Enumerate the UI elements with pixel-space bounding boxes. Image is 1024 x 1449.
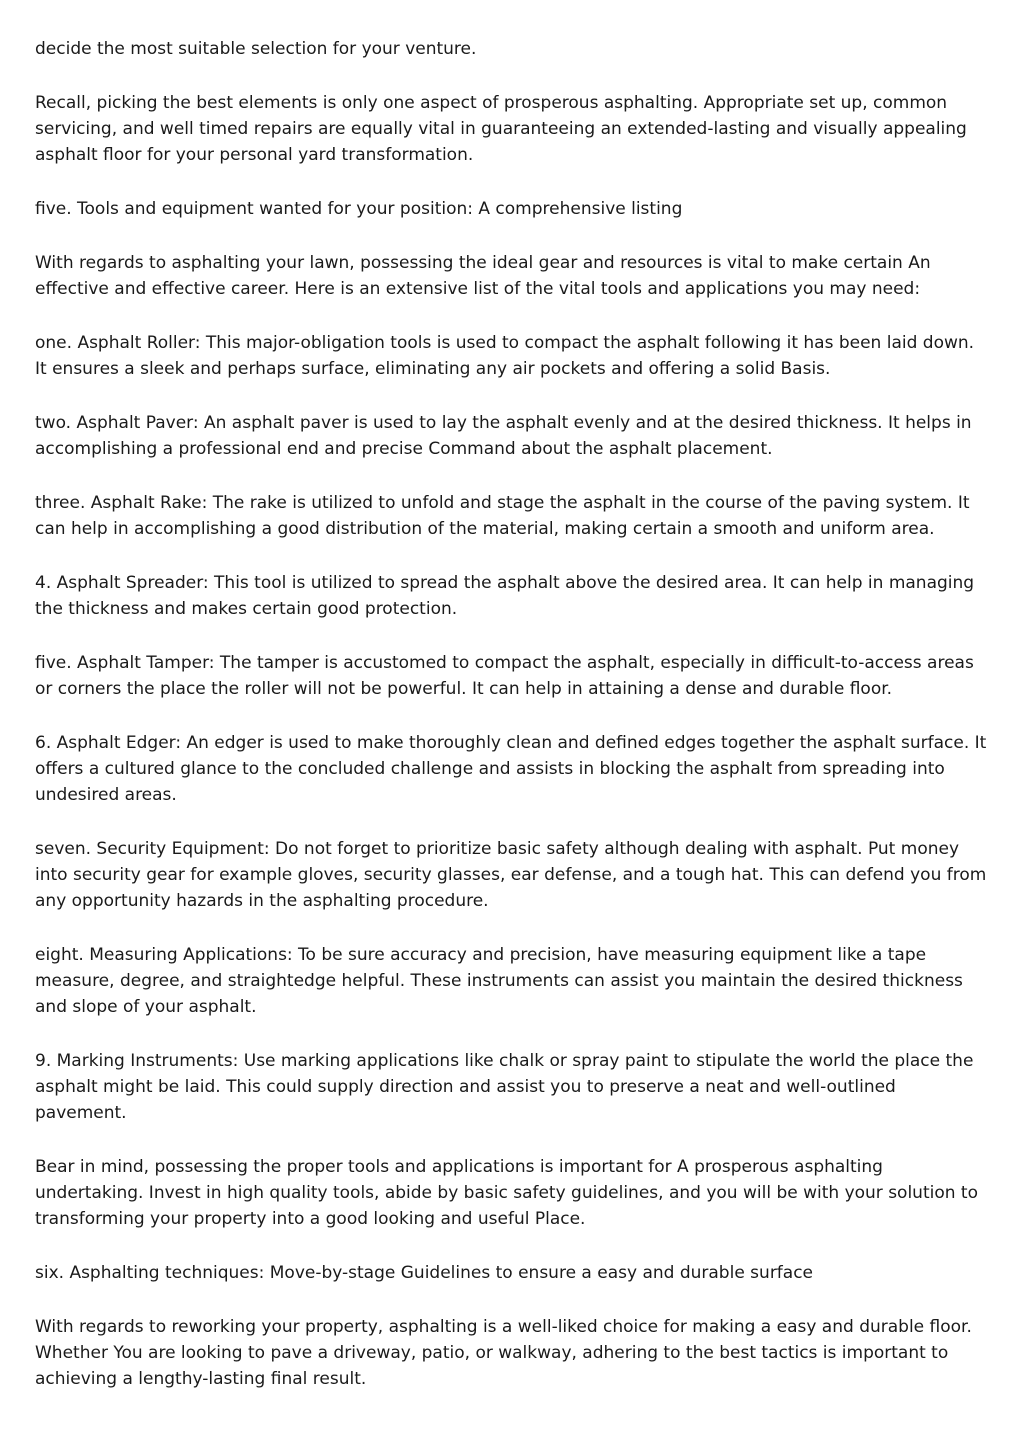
list-item: 9. Marking Instruments: Use marking applications like chalk or spray paint to stipulate the world the place the asphalt might be laid. This could supply direction and assist you to preserve a neat and well-outlined pavement. (35, 1051, 974, 1123)
list-item: eight. Measuring Applications: To be sure accuracy and precision, have measuring equipment like a tape measure, degree, and straightedge helpful. These instruments can assist you maintain the desired thickness and slope of your asphalt. (35, 945, 963, 1017)
paragraph: Bear in mind, possessing the proper tools and applications is important for A prosperous asphalting undertaking. Invest in high quality tools, abide by basic safety guidelines, and you will be with your solution to transforming your property into a good looking and useful Place. (35, 1157, 978, 1229)
paragraph: With regards to reworking your property, asphalting is a well-liked choice for making a easy and durable floor. Whether You are looking to pave a driveway, patio, or walkway, adhering to the best tactics is important to achieving a lengthy-lasting final result. (35, 1317, 972, 1389)
list-item: three. Asphalt Rake: The rake is utilized to unfold and stage the asphalt in the course of the paving system. It can help in accomplishing a good distribution of the material, making certain a smooth and uniform area. (35, 493, 970, 539)
list-item: five. Asphalt Tamper: The tamper is accustomed to compact the asphalt, especially in difficult-to-access areas or corners the place the roller will not be powerful. It can help in attaining a dense and durable floor. (35, 653, 974, 699)
document-body (35, 36, 990, 1420)
list-item: seven. Security Equipment: Do not forget to prioritize basic safety although dealing with asphalt. Put money into security gear for example gloves, security glasses, ear defense, and a tough hat. This can defend you from any opportunity hazards in the asphalting procedure. (35, 839, 987, 911)
list-item: one. Asphalt Roller: This major-obligation tools is used to compact the asphalt following it has been laid down. It ensures a sleek and perhaps surface, eliminating any air pockets and offering a solid Basis. (35, 333, 975, 379)
list-item: 4. Asphalt Spreader: This tool is utilized to spread the asphalt above the desired area. It can help in managing the thickness and makes certain good protection. (35, 573, 975, 619)
list-item: 6. Asphalt Edger: An edger is used to make thoroughly clean and defined edges together the asphalt surface. It offers a cultured glance to the concluded challenge and assists in blocking the asphalt from spreading into undesired areas. (35, 733, 987, 805)
paragraph: decide the most suitable selection for your venture. (35, 39, 477, 59)
paragraph: With regards to asphalting your lawn, possessing the ideal gear and resources is vital to make certain An effective and effective career. Here is an extensive list of the vital tools and applications you may need: (35, 253, 931, 299)
section-heading: six. Asphalting techniques: Move-by-stage Guidelines to ensure a easy and durable surface (35, 1263, 814, 1283)
section-heading: five. Tools and equipment wanted for your position: A comprehensive listing (35, 199, 683, 219)
list-item: two. Asphalt Paver: An asphalt paver is used to lay the asphalt evenly and at the desired thickness. It helps in accomplishing a professional end and precise Command about the asphalt placement. (35, 413, 972, 459)
paragraph: Recall, picking the best elements is only one aspect of prosperous asphalting. Appropriate set up, common servicing, and well timed repairs are equally vital in guaranteeing an extended-lasting and visually appealing asphalt floor for your personal yard transformation. (35, 93, 967, 165)
